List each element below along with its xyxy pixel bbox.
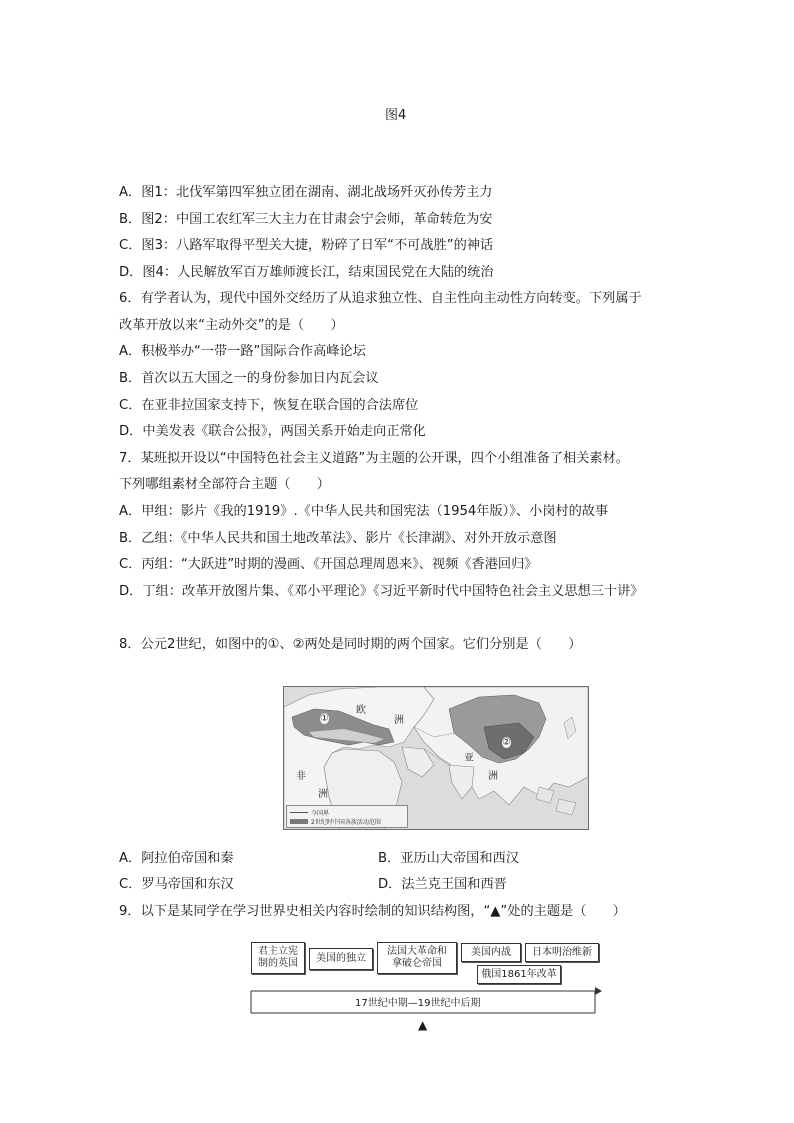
q7-option-c: C．丙组：“大跃进”时期的漫画、《开国总理周恩来》、视频《香港回归》 bbox=[119, 557, 538, 572]
q6-option-a: A．积极举办“一带一路”国际合作高峰论坛 bbox=[119, 344, 366, 359]
q7-stem-line1: 7．某班拟开设以“中国特色社会主义道路”为主题的公开课，四个小组准备了相关素材。 bbox=[119, 451, 629, 466]
box-british-monarchy-line1: 君主立宪 bbox=[258, 946, 298, 957]
q6-stem-line1: 6．有学者认为，现代中国外交经历了从追求独立性、自主性向主动性方向转变。下列属于 bbox=[119, 291, 642, 306]
q6-option-d: D．中美发表《联合公报》，两国关系开始走向正常化 bbox=[119, 424, 426, 439]
q7-stem-line2: 下列哪组素材全部符合主题（ ） bbox=[119, 477, 330, 492]
map-marker-1: ① bbox=[320, 713, 329, 724]
historical-map bbox=[283, 686, 589, 830]
q8-option-d: D．法兰克王国和西晋 bbox=[378, 877, 507, 892]
q6-stem-line2: 改革开放以来“主动外交”的是（ ） bbox=[119, 318, 344, 333]
q7-option-d: D．丁组：改革开放图片集、《邓小平理论》《习近平新时代中国特色社会主义思想三十讲》 bbox=[119, 584, 644, 599]
box-french-revolution bbox=[377, 942, 457, 974]
q7-option-a: A．甲组：影片《我的1919》.《中华人民共和国宪法（1954年版）》、小岗村的故事 bbox=[119, 504, 609, 519]
legend-label-1: 今国界 bbox=[311, 810, 330, 817]
map-label-europe-2: 洲 bbox=[394, 715, 404, 726]
triangle-marker: ▲ bbox=[418, 1018, 428, 1032]
legend-fill-swatch bbox=[290, 819, 308, 824]
map-label-africa-2: 洲 bbox=[318, 789, 328, 800]
q5-option-a: A．图1：北伐军第四军独立团在湖南、湖北战场歼灭孙传芳主力 bbox=[119, 185, 493, 200]
box-russian-reform-label: 俄国1861年改革 bbox=[481, 968, 557, 980]
map-label-asia-1: 亚 bbox=[464, 753, 474, 764]
box-french-revolution-line2: 拿破仑帝国 bbox=[392, 958, 442, 969]
q8-option-a: A．阿拉伯帝国和秦 bbox=[119, 851, 234, 866]
map-legend bbox=[286, 805, 408, 828]
box-russian-reform bbox=[477, 965, 561, 984]
legend-label-2: 2世纪时中国各族活动范围 bbox=[311, 819, 381, 826]
box-meiji-restoration-label: 日本明治维新 bbox=[532, 946, 592, 958]
q5-option-c: C．图3：八路军取得平型关大捷，粉碎了日军“不可战胜”的神话 bbox=[119, 238, 494, 253]
box-british-monarchy-line2: 制的英国 bbox=[258, 958, 298, 969]
q8-stem: 8．公元2世纪，如图中的①、②两处是同时期的两个国家。它们分别是（ ） bbox=[119, 637, 582, 652]
map-label-africa-1: 非 bbox=[296, 771, 306, 782]
box-american-independence-label: 美国的独立 bbox=[316, 953, 366, 964]
box-british-monarchy bbox=[251, 942, 305, 974]
q8-option-b: B．亚历山大帝国和西汉 bbox=[378, 851, 519, 866]
q7-option-b: B．乙组：《中华人民共和国土地改革法》、影片《长津湖》、对外开放示意图 bbox=[119, 531, 557, 546]
box-american-independence bbox=[309, 948, 373, 970]
q6-option-b: B．首次以五大国之一的身份参加日内瓦会议 bbox=[119, 371, 379, 386]
q6-option-c: C．在亚非拉国家支持下，恢复在联合国的合法席位 bbox=[119, 398, 419, 413]
q5-option-b: B．图2：中国工农红军三大主力在甘肃会宁会师，革命转危为安 bbox=[119, 212, 493, 227]
timeline-label: 17世纪中期—19世纪中后期 bbox=[355, 998, 481, 1009]
box-american-civil-war bbox=[461, 943, 521, 962]
q5-option-d: D．图4：人民解放军百万雄师渡长江，结束国民党在大陆的统治 bbox=[119, 265, 494, 280]
figure-caption: 图4 bbox=[385, 108, 407, 123]
q9-stem: 9．以下是某同学在学习世界史相关内容时绘制的知识结构图，“▲”处的主题是（ ） bbox=[119, 904, 626, 919]
map-marker-2: ② bbox=[502, 737, 511, 748]
q8-option-c: C．罗马帝国和东汉 bbox=[119, 877, 234, 892]
legend-line-swatch bbox=[290, 812, 308, 813]
map-label-europe-1: 欧 bbox=[356, 705, 366, 716]
box-american-civil-war-label: 美国内战 bbox=[471, 946, 511, 958]
box-meiji-restoration bbox=[525, 943, 599, 962]
box-french-revolution-line1: 法国大革命和 bbox=[387, 946, 447, 957]
map-label-asia-2: 洲 bbox=[488, 771, 498, 782]
